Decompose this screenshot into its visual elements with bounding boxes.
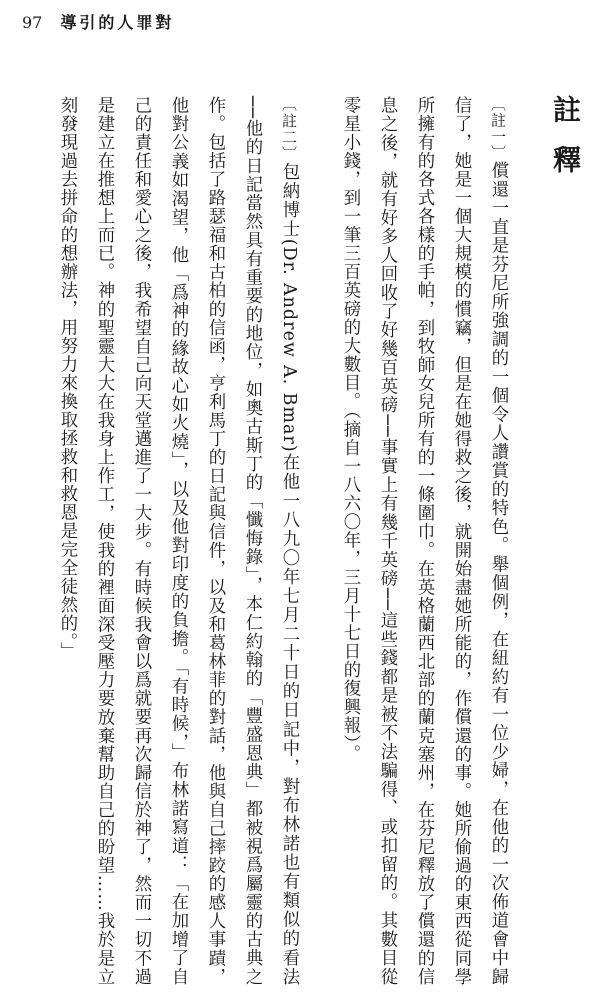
footnote-2-text: 包納博士(Dr. Andrew A. Bmar)在他一八九〇年七月二十日的日記中，對布林諾也有類似的看法──他的日記當然具有重要的地位，如奧古斯丁的「懺悔錄」，本仁約翰的「豐盛恩典」都被視爲屬靈的古典之作。包括了路瑟福和古柏的信函，亨利馬丁的日記與信件，以及和葛林菲的對話，他與自己摔跤的感人事蹟，他對公義如渴望，他「爲神的緣故心如火燒」，以及他對印度的負擔。「有時候，」布林諾寫道：「在加增了自己的責任和愛心之後，我希望自己向天堂邁進了一大步。有時候我會以爲就要再次歸信於神了，然而一切不過是建立在推想上而已。神的聖靈大大在我身上作工，使我的裡面深受壓力要放棄幫助自己的盼望……我於是立刻發現過去拼命的想辦法，用努力來換取拯救和救恩是完全徒然的。」 [57,96,299,986]
notes-body [26,96,516,986]
section-heading: 註釋 [549,95,582,195]
footnote-2-marker: 〔註二〕 [280,96,298,163]
footnote-1-text: 償還一直是芬尼所強調的一個令人讚賞的特色。舉個例，在紐約有一位少婦，在他的一次佈道會中歸信了，她是一個大規模的慣竊，但是在她得救之後，就開始盡她所能的，作償還的事。她所偷過的東西從同學所擁有的各式各樣的手帕，到牧師女兒所有的一條圍巾。在英格蘭西北部的蘭克塞州，在芬尼釋放了償還的信息之後，就有好多人回收了好幾百英磅──事實上有幾千英磅──這些錢都是被不法騙得、或扣留的。其數目從零星小錢，到一筆三百英磅的大數目。（摘自一八六〇年，三月十七日的復興報）。 [340,96,508,986]
book-title: 導引的人罪對 [60,13,175,32]
footnote-1 [331,96,516,986]
page-number: 97 [22,13,43,32]
running-head [22,10,174,33]
footnote-1-marker: 〔註一〕 [489,96,507,162]
footnote-2 [48,96,307,986]
